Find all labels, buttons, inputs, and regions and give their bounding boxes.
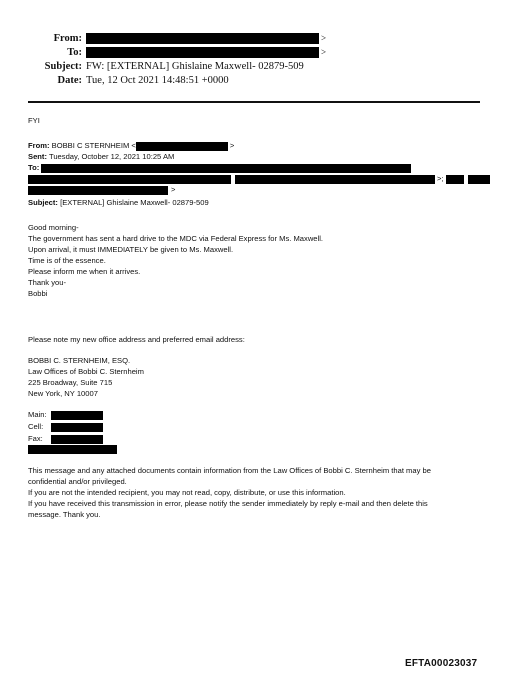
header-date-row — [0, 75, 229, 86]
message-line: Please inform me when it arrives. — [28, 267, 141, 276]
signature-main-label: Main: — [28, 410, 47, 419]
forwarded-sent-row — [28, 151, 174, 162]
redacted-fax — [51, 435, 103, 444]
header-subject: FW: [EXTERNAL] Ghislaine Maxwell- 02879-509 — [86, 61, 304, 72]
signature-line: Law Offices of Bobbi C. Sternheim — [28, 367, 144, 376]
header-divider — [28, 101, 480, 103]
header-to-label: To: — [67, 47, 82, 58]
forwarded-from-label: From: — [28, 141, 50, 150]
signature-line: 225 Broadway, Suite 715 — [28, 378, 113, 387]
forwarded-to-label: To: — [28, 163, 40, 172]
header-date-label: Date: — [57, 75, 82, 86]
angle-bracket: >; — [437, 174, 444, 183]
disclaimer-line: If you have received this transmission in error, please notify the sender immediately by reply e-mail and then delete this — [28, 499, 428, 508]
angle-bracket: > — [321, 33, 327, 43]
message-line: The government has sent a hard drive to the MDC via Federal Express for Ms. Maxwell. — [28, 234, 324, 243]
header-to-row — [0, 47, 326, 58]
signature-main-row — [28, 409, 103, 420]
disclaimer-line: This message and any attached documents contain information from the Law Offices of Bobbi C. Sternheim that may be — [28, 466, 431, 475]
forwarded-from-name: BOBBI C STERNHEIM < — [51, 141, 136, 150]
redacted-recipient — [28, 186, 168, 195]
redacted-recipient — [468, 175, 490, 184]
disclaimer-line: message. Thank you. — [28, 510, 101, 519]
angle-bracket: > — [229, 141, 235, 150]
forwarded-to-continued — [28, 174, 490, 185]
header-subject-row — [0, 61, 304, 72]
forwarded-subject-row — [28, 197, 209, 208]
disclaimer-line: confidential and/or privileged. — [28, 477, 127, 486]
signature-line: New York, NY 10007 — [28, 389, 98, 398]
redacted-cell-phone — [51, 423, 103, 432]
forwarded-subject: [EXTERNAL] Ghislaine Maxwell- 02879-509 — [60, 198, 209, 207]
signature-cell-row — [28, 421, 103, 432]
disclaimer-line: If you are not the intended recipient, you may not read, copy, distribute, or use this information. — [28, 488, 346, 497]
forwarded-subject-label: Subject: — [28, 198, 58, 207]
signature-cell-label: Cell: — [28, 422, 44, 431]
message-line: Thank you- — [28, 278, 66, 287]
signature-fax-row — [28, 433, 103, 444]
message-body — [28, 222, 323, 299]
redacted-forwarded-from — [136, 142, 228, 151]
message-line: Good morning- — [28, 223, 79, 232]
redacted-main-phone — [51, 411, 103, 420]
intro-text: FYI — [28, 116, 40, 125]
signature-fax-label: Fax: — [28, 434, 43, 443]
redacted-recipient — [28, 175, 231, 184]
angle-bracket: > — [171, 185, 176, 194]
angle-bracket: > — [321, 47, 327, 57]
redacted-to — [86, 47, 319, 58]
forwarded-sent-label: Sent: — [28, 152, 47, 161]
message-line: Bobbi — [28, 289, 48, 298]
redacted-from — [86, 33, 319, 44]
header-subject-label: Subject: — [44, 61, 82, 72]
office-note: Please note my new office address and preferred email address: — [28, 335, 245, 344]
forwarded-sent: Tuesday, October 12, 2021 10:25 AM — [48, 152, 175, 161]
header-from-label: From: — [53, 33, 82, 44]
message-line: Upon arrival, it must IMMEDIATELY be given to Ms. Maxwell. — [28, 245, 234, 254]
redacted-recipient — [446, 175, 464, 184]
message-line: Time is of the essence. — [28, 256, 106, 265]
header-date: Tue, 12 Oct 2021 14:48:51 +0000 — [86, 75, 229, 86]
disclaimer — [28, 465, 431, 520]
forwarded-to-row — [28, 162, 411, 173]
redacted-recipient — [235, 175, 435, 184]
forwarded-from-row — [28, 140, 234, 151]
document-id: EFTA00023037 — [405, 658, 478, 669]
redacted-forwarded-to — [41, 164, 411, 173]
signature-block — [28, 355, 144, 399]
header-from-row — [0, 33, 326, 44]
signature-line: BOBBI C. STERNHEIM, ESQ. — [28, 356, 131, 365]
redacted-email — [28, 445, 117, 454]
